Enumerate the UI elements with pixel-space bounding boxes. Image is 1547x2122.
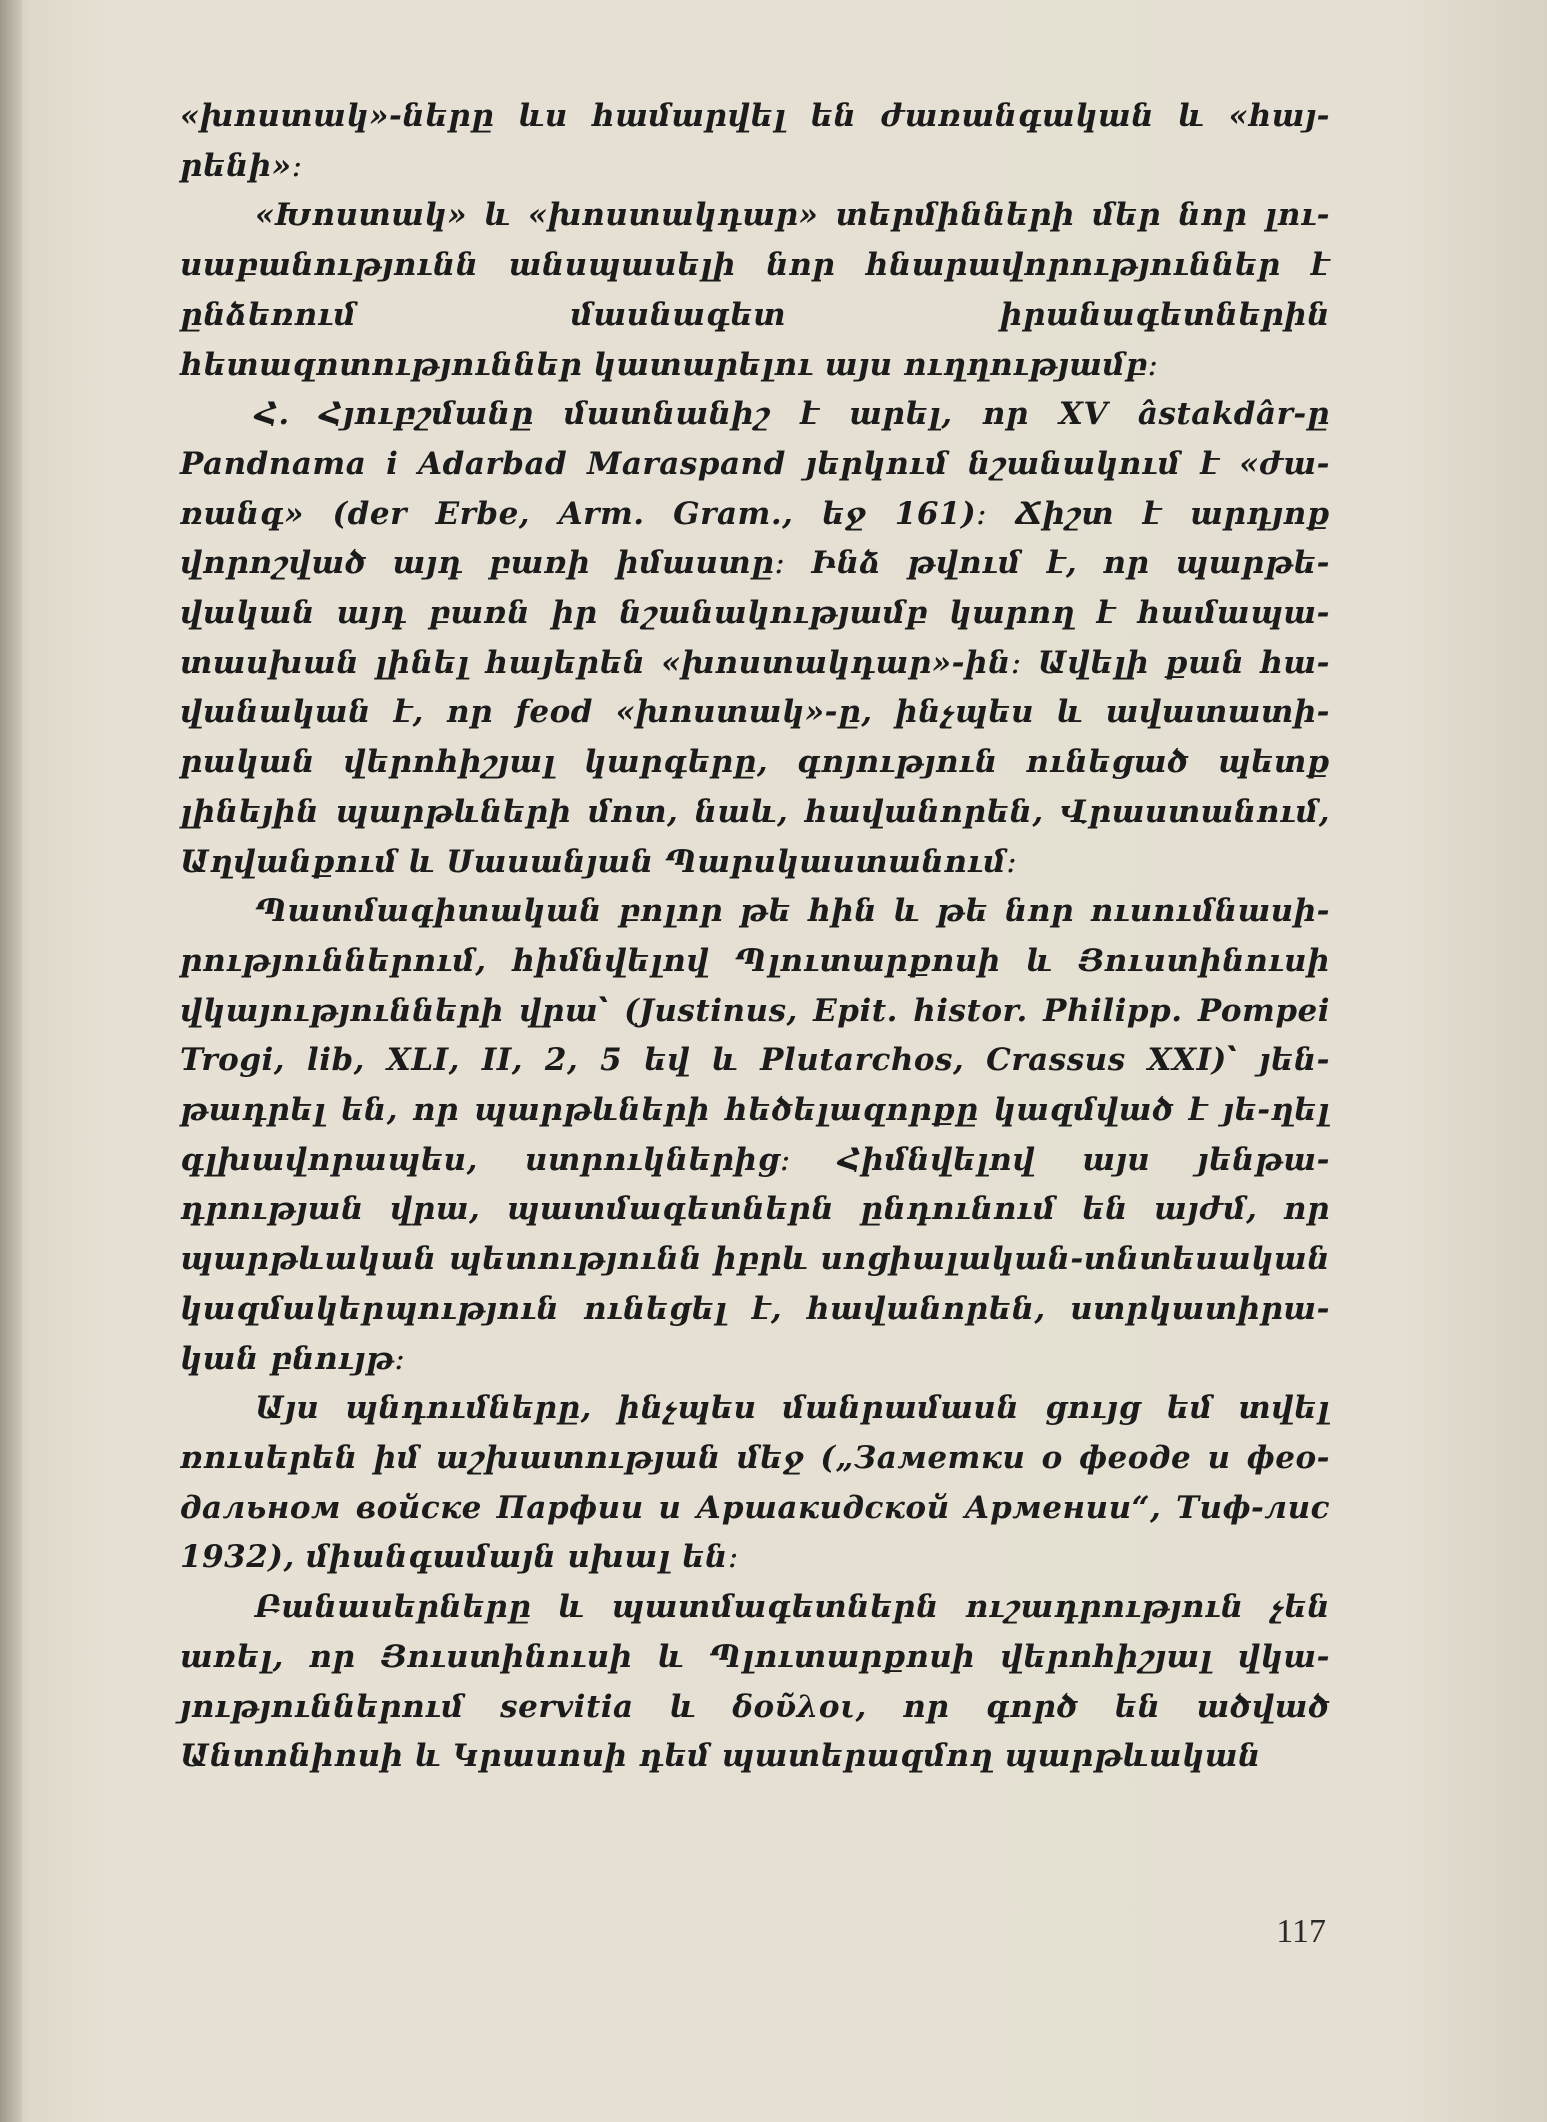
paragraph-2: «Խոստակ» և «խոստակդար» տերմինների մեր նոր լու-սաբանությունն անսպասելի նոր հնարավորություններ է ընձեռում մասնագետ իրանագետներին հետազոտություններ կատարելու այս ուղղությամբ։	[180, 197, 1330, 383]
paragraph-3: Հ. Հյուբշմանը մատնանիշ է արել, որ XV âstakdâr-ը Pandnama i Adarbad Maraspand յերկում նշանակում է «ժա-ռանգ» (der Erbe, Arm. Gram., եջ 161)։ Ճիշտ է արդյոք վորոշված այդ բառի իմաստը։ Ինձ թվում է, որ պարթե-վական այդ բառն իր նշանակությամբ կարող է համապա-տասխան լինել հայերեն «խոստակդար»-ին։ Ավելի քան հա-վանական է, որ feod «խոստակ»-ը, ինչպես և ավատատի-րական վերոհիշյալ կարգերը, գոյություն ունեցած պետք լինեյին պարթևների մոտ, նաև, հավանորեն, Վրաստանում, Աղվանքում և Սասանյան Պարսկաստանում։	[180, 396, 1330, 880]
paragraph-1: «խոստակ»-ները ևս համարվել են ժառանգական և «հայ-րենի»։	[180, 98, 1330, 184]
page-body-text	[180, 92, 1330, 1782]
paragraph-5: Այս պնդումները, ինչպես մանրամասն ցույց եմ տվել ռուսերեն իմ աշխատության մեջ („Заметки о феоде и фео-дальном войске Парфии и Аршакидской Армении“, Тиф-лис 1932), միանգամայն սխալ են։	[180, 1390, 1330, 1576]
page-number: 117	[1276, 1913, 1326, 1950]
book-spine-shadow	[0, 0, 22, 2122]
paragraph-4: Պատմագիտական բոլոր թե հին և թե նոր ուսումնասի-րություններում, հիմնվելով Պլուտարքոսի և Յուստինուսի վկայությունների վրա՝ (Justinus, Epit. histor. Philipp. Pompei Trogi, lib, XLI, II, 2, 5 եվ և Plutarchos, Crassus XXI)՝ յեն-թադրել են, որ պարթևների հեծելազորքը կազմված է յե-ղել գլխավորապես, ստրուկներից։ Հիմնվելով այս յենթա-դրության վրա, պատմագետներն ընդունում են այժմ, որ պարթևական պետությունն իբրև սոցիալական-տնտեսական կազմակերպություն ունեցել է, հավանորեն, ստրկատիրա-կան բնույթ։	[180, 893, 1330, 1377]
paragraph-6: Բանասերները և պատմագետներն ուշադրություն չեն առել, որ Յուստինուսի և Պլուտարքոսի վերոհիշյալ վկա-յություններում servitia և δοῦλοι, որ գործ են ածված Անտոնիոսի և Կրասոսի դեմ պատերազմող պարթևական	[180, 1589, 1330, 1775]
